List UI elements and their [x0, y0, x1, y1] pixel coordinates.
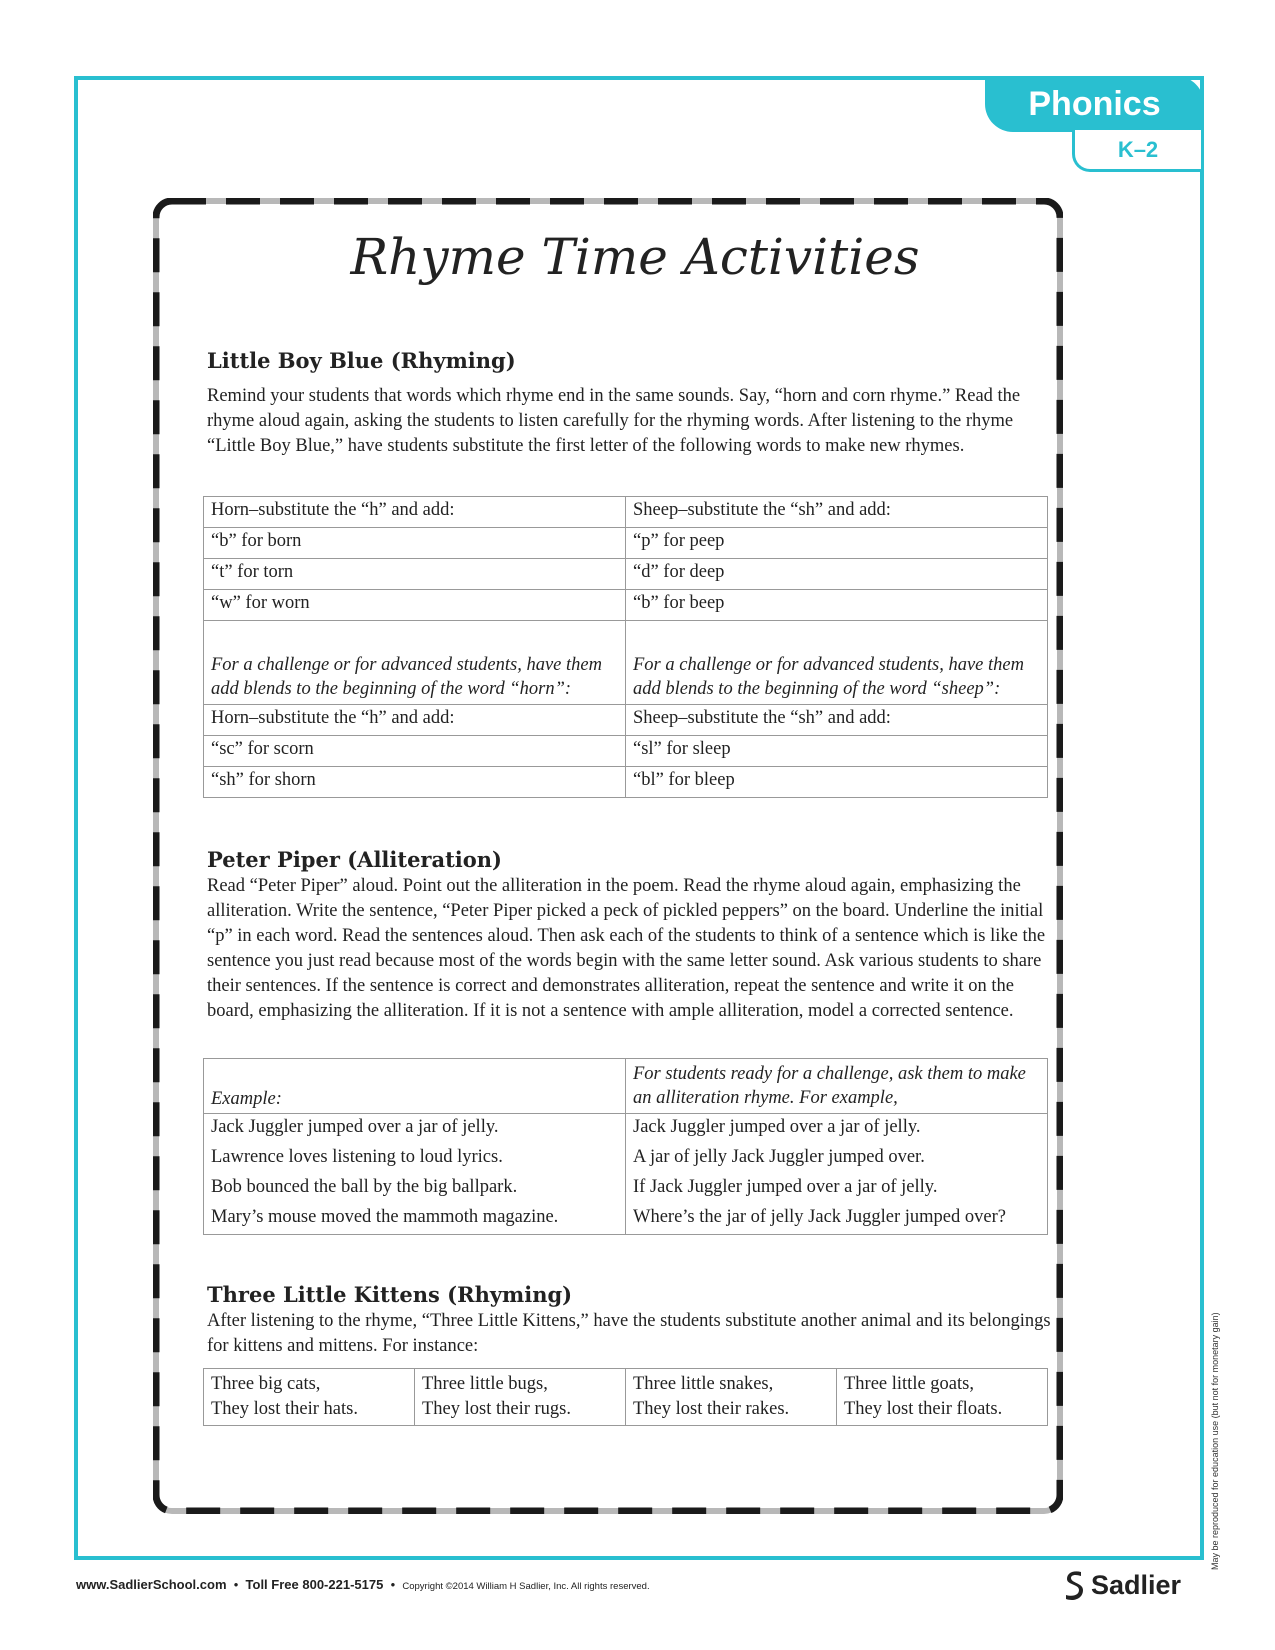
footer-separator: • — [390, 1577, 396, 1592]
subject-tab: Phonics — [985, 76, 1204, 132]
table-cell: “b” for beep — [626, 590, 1048, 621]
section-body-little-boy-blue: Remind your students that words which rhyme end in the same sounds. Say, “horn and corn rhyme.” Read the rhyme aloud again, asking the students to listen carefully for the rhyming words. After listening to the rhyme “Little Boy Blue,” have students substitute the first letter of the following words to make new rhymes. — [207, 386, 1021, 456]
reproduction-note: May be reproduced for education use (but not for monetary gain) — [1210, 1312, 1220, 1570]
table-cell: For a challenge or for advanced students, have them add blends to the beginning of the word “horn”: — [204, 621, 626, 705]
table-cell: Example: — [204, 1059, 626, 1114]
table-cell — [204, 1369, 415, 1426]
grade-tab: K–2 — [1072, 130, 1204, 172]
cell-line: Three big cats, — [211, 1374, 321, 1394]
section-body-peter-piper: Read “Peter Piper” aloud. Point out the alliteration in the poem. Read the rhyme aloud again, emphasizing the alliteration. Write the sentence, “Peter Piper picked a peck of pickled peppers” on the board. Underline the initial “p” in each word. Read the sentences aloud. Then ask each of the students to think of a sentence which is like the sentence you just read because most of the words begin with the same letter sound. Ask various students to share their sentences. If the sentence is correct and demonstrates alliteration, repeat the sentence and write it on the board, emphasizing the alliteration. If it is not a sentence with ample alliteration, model a corrected sentence. — [207, 876, 1046, 1021]
table-cell — [837, 1369, 1048, 1426]
section-heading-little-boy-blue: Little Boy Blue (Rhyming) — [207, 348, 516, 373]
table-cell: “p” for peep — [626, 528, 1048, 559]
table-cell: For a challenge or for advanced students, have them add blends to the beginning of the word “sheep”: — [626, 621, 1048, 705]
section-heading-three-little-kittens: Three Little Kittens (Rhyming) — [207, 1282, 573, 1307]
table-cell: “d” for deep — [626, 559, 1048, 590]
table-cell: Horn–substitute the “h” and add: — [204, 497, 626, 528]
table-cell: Horn–substitute the “h” and add: — [204, 705, 626, 736]
cell-line: They lost their rugs. — [422, 1399, 572, 1419]
cell-line: They lost their hats. — [211, 1399, 358, 1419]
table-cell: “t” for torn — [204, 559, 626, 590]
cell-line: Three little goats, — [844, 1374, 974, 1394]
table-cell: Bob bounced the ball by the big ballpark. — [204, 1174, 626, 1204]
footer — [76, 1577, 650, 1592]
page-title: Rhyme Time Activities — [350, 228, 920, 286]
table-cell: “b” for born — [204, 528, 626, 559]
cell-line: Three little bugs, — [422, 1374, 548, 1394]
footer-copyright: Copyright ©2014 William H Sadlier, Inc. All rights reserved. — [402, 1581, 650, 1592]
sadlier-logo-text: Sadlier — [1091, 1569, 1182, 1600]
table-cell: Lawrence loves listening to loud lyrics. — [204, 1144, 626, 1174]
table-cell: Mary’s mouse moved the mammoth magazine. — [204, 1204, 626, 1235]
table-cell: Sheep–substitute the “sh” and add: — [626, 497, 1048, 528]
section-body-three-little-kittens: After listening to the rhyme, “Three Little Kittens,” have the students substitute another animal and its belongings for kittens and mittens. For instance: — [207, 1311, 1051, 1356]
table-cell — [626, 1369, 837, 1426]
footer-phone: Toll Free 800-221-5175 — [245, 1577, 384, 1592]
table-cell: “bl” for bleep — [626, 767, 1048, 798]
table-cell: Where’s the jar of jelly Jack Juggler jumped over? — [626, 1204, 1048, 1235]
table-cell: Jack Juggler jumped over a jar of jelly. — [626, 1114, 1048, 1145]
table-cell: For students ready for a challenge, ask them to make an alliteration rhyme. For example, — [626, 1059, 1048, 1114]
footer-website[interactable]: www.SadlierSchool.com — [76, 1577, 227, 1592]
table-cell: Jack Juggler jumped over a jar of jelly. — [204, 1114, 626, 1145]
cell-line: Three little snakes, — [633, 1374, 774, 1394]
kittens-table — [203, 1368, 1048, 1426]
cell-line: They lost their rakes. — [633, 1399, 790, 1419]
rhyme-table — [203, 496, 1048, 798]
table-cell: “sh” for shorn — [204, 767, 626, 798]
sadlier-logo-icon — [1063, 1568, 1085, 1602]
table-cell: Sheep–substitute the “sh” and add: — [626, 705, 1048, 736]
table-cell: “w” for worn — [204, 590, 626, 621]
sadlier-logo — [1063, 1568, 1181, 1602]
footer-separator: • — [233, 1577, 239, 1592]
table-cell: A jar of jelly Jack Juggler jumped over. — [626, 1144, 1048, 1174]
table-cell: “sl” for sleep — [626, 736, 1048, 767]
table-cell: If Jack Juggler jumped over a jar of jelly. — [626, 1174, 1048, 1204]
table-cell — [415, 1369, 626, 1426]
alliteration-table — [203, 1058, 1048, 1235]
table-cell: “sc” for scorn — [204, 736, 626, 767]
section-heading-peter-piper: Peter Piper (Alliteration) — [207, 847, 502, 872]
cell-line: They lost their floats. — [844, 1399, 1003, 1419]
